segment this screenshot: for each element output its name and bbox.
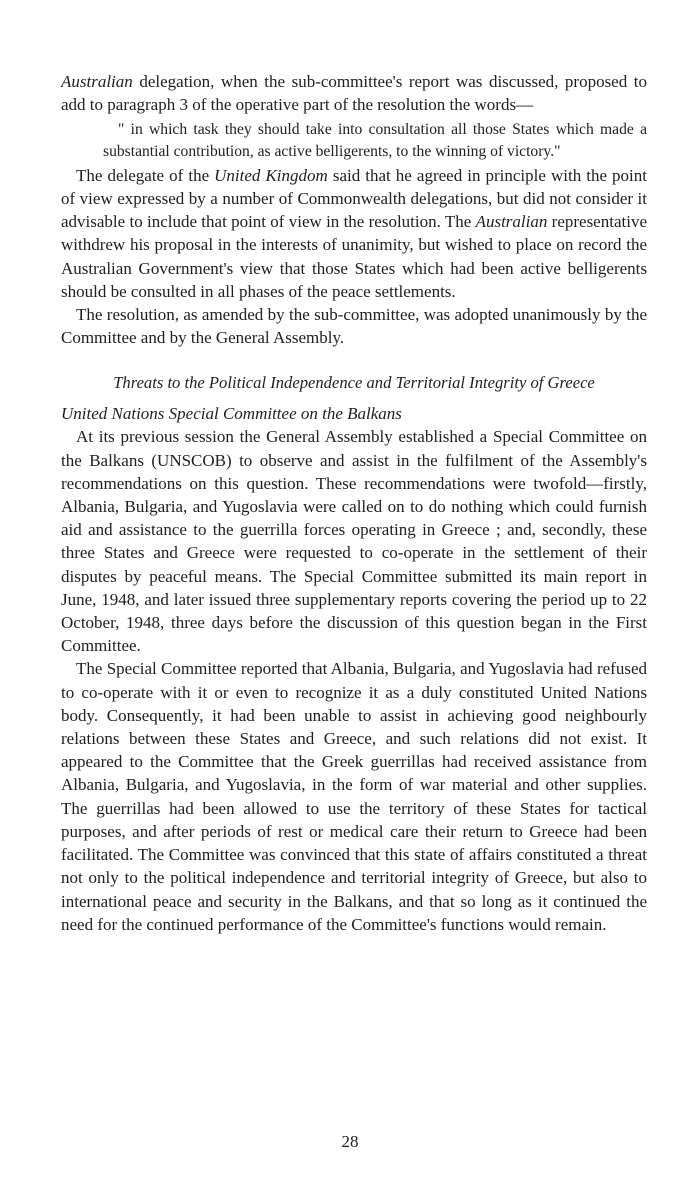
uk-paragraph <box>61 164 647 303</box>
reported-paragraph: The Special Committee reported that Albania, Bulgaria, and Yugoslavia had refused to co-operate with it or even to recognize it as a duly constituted United Nations body. Consequently, it had been unable to assist in achieving good neighbourly relations between these States and Greece, and such relations did not exist. It appeared to the Committee that the Greek guerrillas had received assistance from Albania, Bulgaria, and Yugoslavia, in the form of war material and other supplies. The guerrillas had been allowed to use the territory of these States for tactical purposes, and after periods of rest or medical care their return to Greece had been facilitated. The Committee was convinced that this state of affairs constituted a threat not only to the political independence and territorial integrity of Greece, but also to international peace and security in the Balkans, and that so long as it continued the need for the continued performance of the Committee's functions would remain. <box>61 659 647 934</box>
block-quote: " in which task they should take into consultation all those States which made a substantial contribution, as active belligerents, to the winning of victory." <box>103 121 647 160</box>
uk-text-1: The delegate of the <box>76 165 215 185</box>
document-page <box>61 70 647 936</box>
intro-paragraph <box>61 70 647 116</box>
uk-text-2: said that he agreed in principle with the point of view expressed by a number of Commonwealth delegations, but did not consider it advisable to include that point of view in the resolution. The <box>61 165 647 232</box>
intro-text: delegation, when the sub-committee's report was discussed, proposed to add to paragraph 3 of the operative part of the resolution the words— <box>61 72 647 115</box>
uk-country: United Kingdom <box>214 165 328 185</box>
page-number: 28 <box>341 1132 359 1151</box>
section-heading: Threats to the Political Independence and Territorial Integrity of Greece <box>113 373 595 393</box>
uk-text-3: representative withdrew his proposal in the interests of unanimity, but wished to place on record the Australian Government's view that those States which had been active belligerents should be consulted in all phases of the peace settlements. <box>61 212 647 301</box>
sub-heading: United Nations Special Committee on the Balkans <box>61 404 402 424</box>
intro-country: Australian <box>61 72 133 91</box>
session-paragraph: At its previous session the General Assembly established a Special Committee on the Balkans (UNSCOB) to observe and assist in the fulfilment of the Assembly's recommendations on this question. These recommendations were twofold—firstly, Albania, Bulgaria, and Yugoslavia were called on to do nothing which could furnish aid and assistance to the guerrilla forces operating in Greece ; and, secondly, these three States and Greece were requested to co-operate in the settlement of their disputes by peaceful means. The Special Committee submitted its main report in June, 1948, and later issued three supplementary reports covering the period up to 22 October, 1948, three days before the discussion of this question began in the First Committee. <box>61 427 647 656</box>
uk-australian: Australian <box>475 212 548 232</box>
adopted-paragraph: The resolution, as amended by the sub-committee, was adopted unanimously by the Committee and by the General Assembly. <box>61 305 647 348</box>
